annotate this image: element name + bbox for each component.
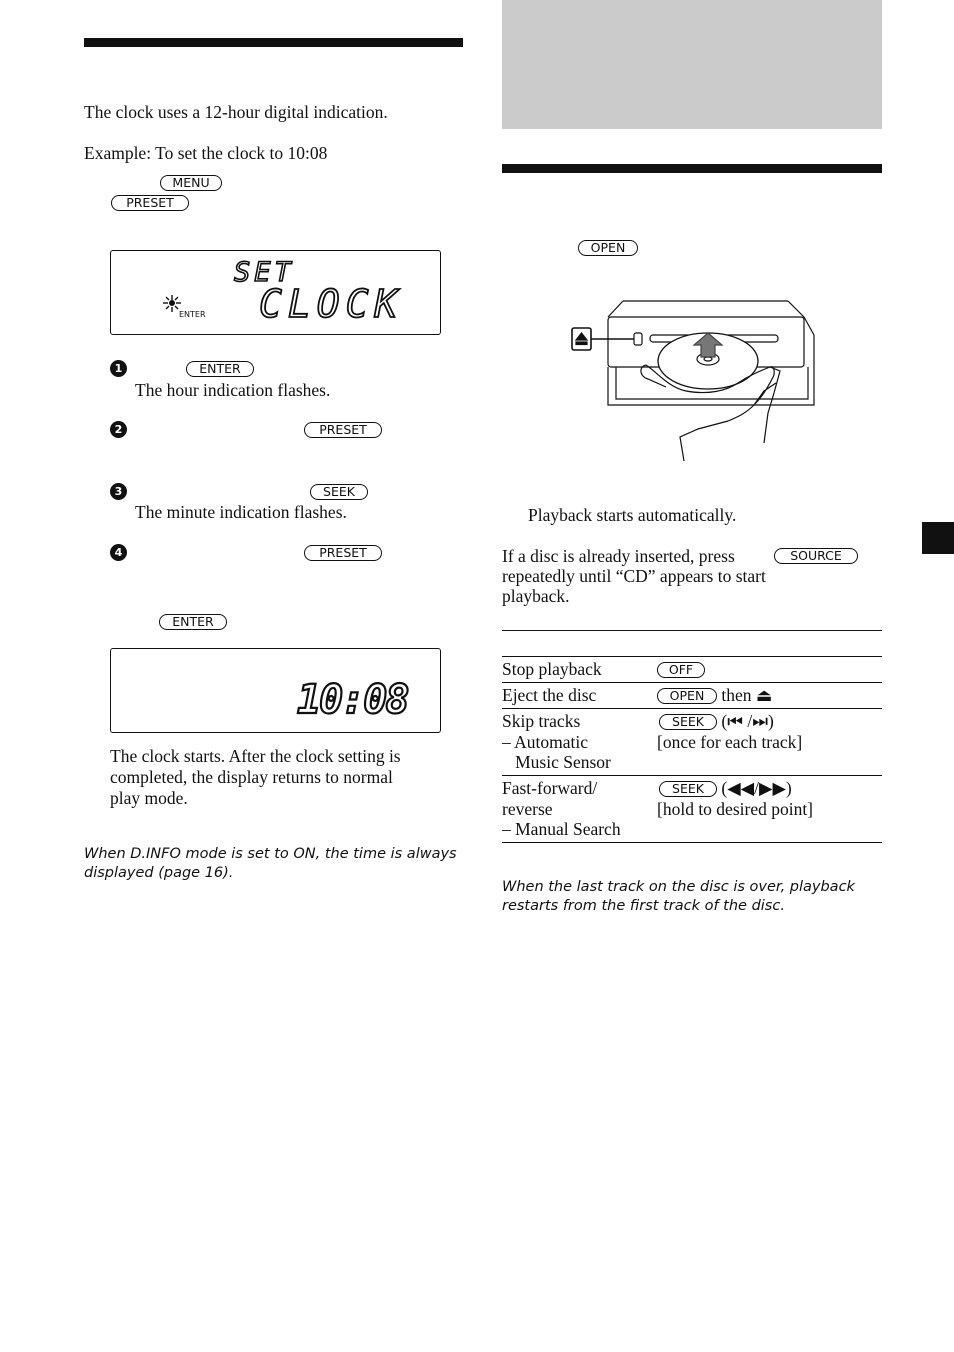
ff-label-1: Fast-forward/ <box>502 778 598 798</box>
stop-label: Stop playback <box>502 659 602 679</box>
dinfo-note-line1: When D.INFO mode is set to ON, the time is always <box>84 846 457 862</box>
open-key-table[interactable]: OPEN <box>657 688 717 704</box>
enter-key-final[interactable]: ENTER <box>159 614 227 630</box>
lcd-time-svg <box>111 649 440 732</box>
open-key[interactable]: OPEN <box>578 240 638 256</box>
ff-label-2: reverse <box>502 798 553 819</box>
lcd-set-clock-svg <box>111 251 440 334</box>
step-4-number: 4 <box>110 544 127 561</box>
skip-label-2: – Automatic <box>502 731 589 752</box>
off-key[interactable]: OFF <box>657 662 705 678</box>
row-eject-label <box>502 683 657 709</box>
step-1-number: 1 <box>110 360 127 377</box>
lcd-display-set-clock <box>110 250 441 335</box>
ff-arrows-icon: (◀◀/▶▶) <box>717 778 792 798</box>
cd-insert-illustration <box>568 295 828 465</box>
section-header-band <box>502 0 882 129</box>
row-eject-action <box>657 683 882 709</box>
lcd-time-text: 10:08 <box>297 677 408 723</box>
skip-arrows-icon: (⏮ /⏭) <box>717 711 774 731</box>
row-skip-label <box>502 709 657 776</box>
preset-key[interactable]: PRESET <box>111 195 189 211</box>
ff-label-3: – Manual Search <box>502 819 621 839</box>
eject-then-icon: then ⏏ <box>717 685 773 705</box>
lcd-set-text: SET <box>234 257 295 288</box>
eject-label: Eject the disc <box>502 685 597 705</box>
inserted-line2: repeatedly until “CD” appears to start <box>502 566 766 586</box>
row-stop-action <box>657 657 882 683</box>
inserted-line1-text: If a disc is already inserted, press <box>502 546 735 566</box>
enter-key-step1[interactable]: ENTER <box>186 361 254 377</box>
clock-example: Example: To set the clock to 10:08 <box>84 143 328 163</box>
last-track-note-line2: restarts from the first track of the disc. <box>502 898 785 914</box>
preset-key-step4[interactable]: PRESET <box>304 545 382 561</box>
dinfo-note-line2: displayed (page 16). <box>84 865 234 881</box>
table-row <box>502 776 882 843</box>
minute-flash-note: The minute indication flashes. <box>135 502 347 522</box>
lcd-display-time <box>110 648 441 733</box>
inserted-line3: playback. <box>502 586 570 606</box>
seek-key-step3[interactable]: SEEK <box>310 484 368 500</box>
clock-start-line3: play mode. <box>110 788 188 808</box>
playback-auto: Playback starts automatically. <box>528 505 737 525</box>
table-row <box>502 683 882 709</box>
skip-extra: [once for each track] <box>657 731 803 752</box>
ff-extra: [hold to desired point] <box>657 798 814 819</box>
clock-start-line1: The clock starts. After the clock setting is <box>110 746 401 766</box>
preset-key-step2[interactable]: PRESET <box>304 422 382 438</box>
row-stop-label <box>502 657 657 683</box>
inserted-line1 <box>502 546 735 566</box>
skip-label-3: Music Sensor <box>502 752 611 772</box>
left-heading-bar <box>84 38 463 47</box>
table-row <box>502 657 882 683</box>
row-ff-action <box>657 776 882 843</box>
last-track-note-line1: When the last track on the disc is over, playback <box>502 879 855 895</box>
hour-flash-note: The hour indication flashes. <box>135 380 331 400</box>
source-key[interactable]: SOURCE <box>774 548 858 564</box>
lcd-enter-label: ENTER <box>179 310 206 319</box>
step-2-number: 2 <box>110 421 127 438</box>
clock-start-line2: completed, the display returns to normal <box>110 767 393 787</box>
right-heading-bar <box>502 164 882 173</box>
table-top-rule <box>502 630 882 631</box>
table-row <box>502 709 882 776</box>
seek-key-ff[interactable]: SEEK <box>659 781 717 797</box>
clock-intro: The clock uses a 12-hour digital indication. <box>84 102 388 122</box>
row-ff-label <box>502 776 657 843</box>
lcd-clock-text: CLOCK <box>259 282 404 326</box>
menu-key[interactable]: MENU <box>160 175 222 191</box>
cd-operations-table <box>502 656 882 843</box>
skip-label-1: Skip tracks <box>502 711 581 731</box>
page-edge-tab <box>922 522 954 554</box>
step-3-number: 3 <box>110 483 127 500</box>
seek-key-skip[interactable]: SEEK <box>659 714 717 730</box>
row-skip-action <box>657 709 882 776</box>
